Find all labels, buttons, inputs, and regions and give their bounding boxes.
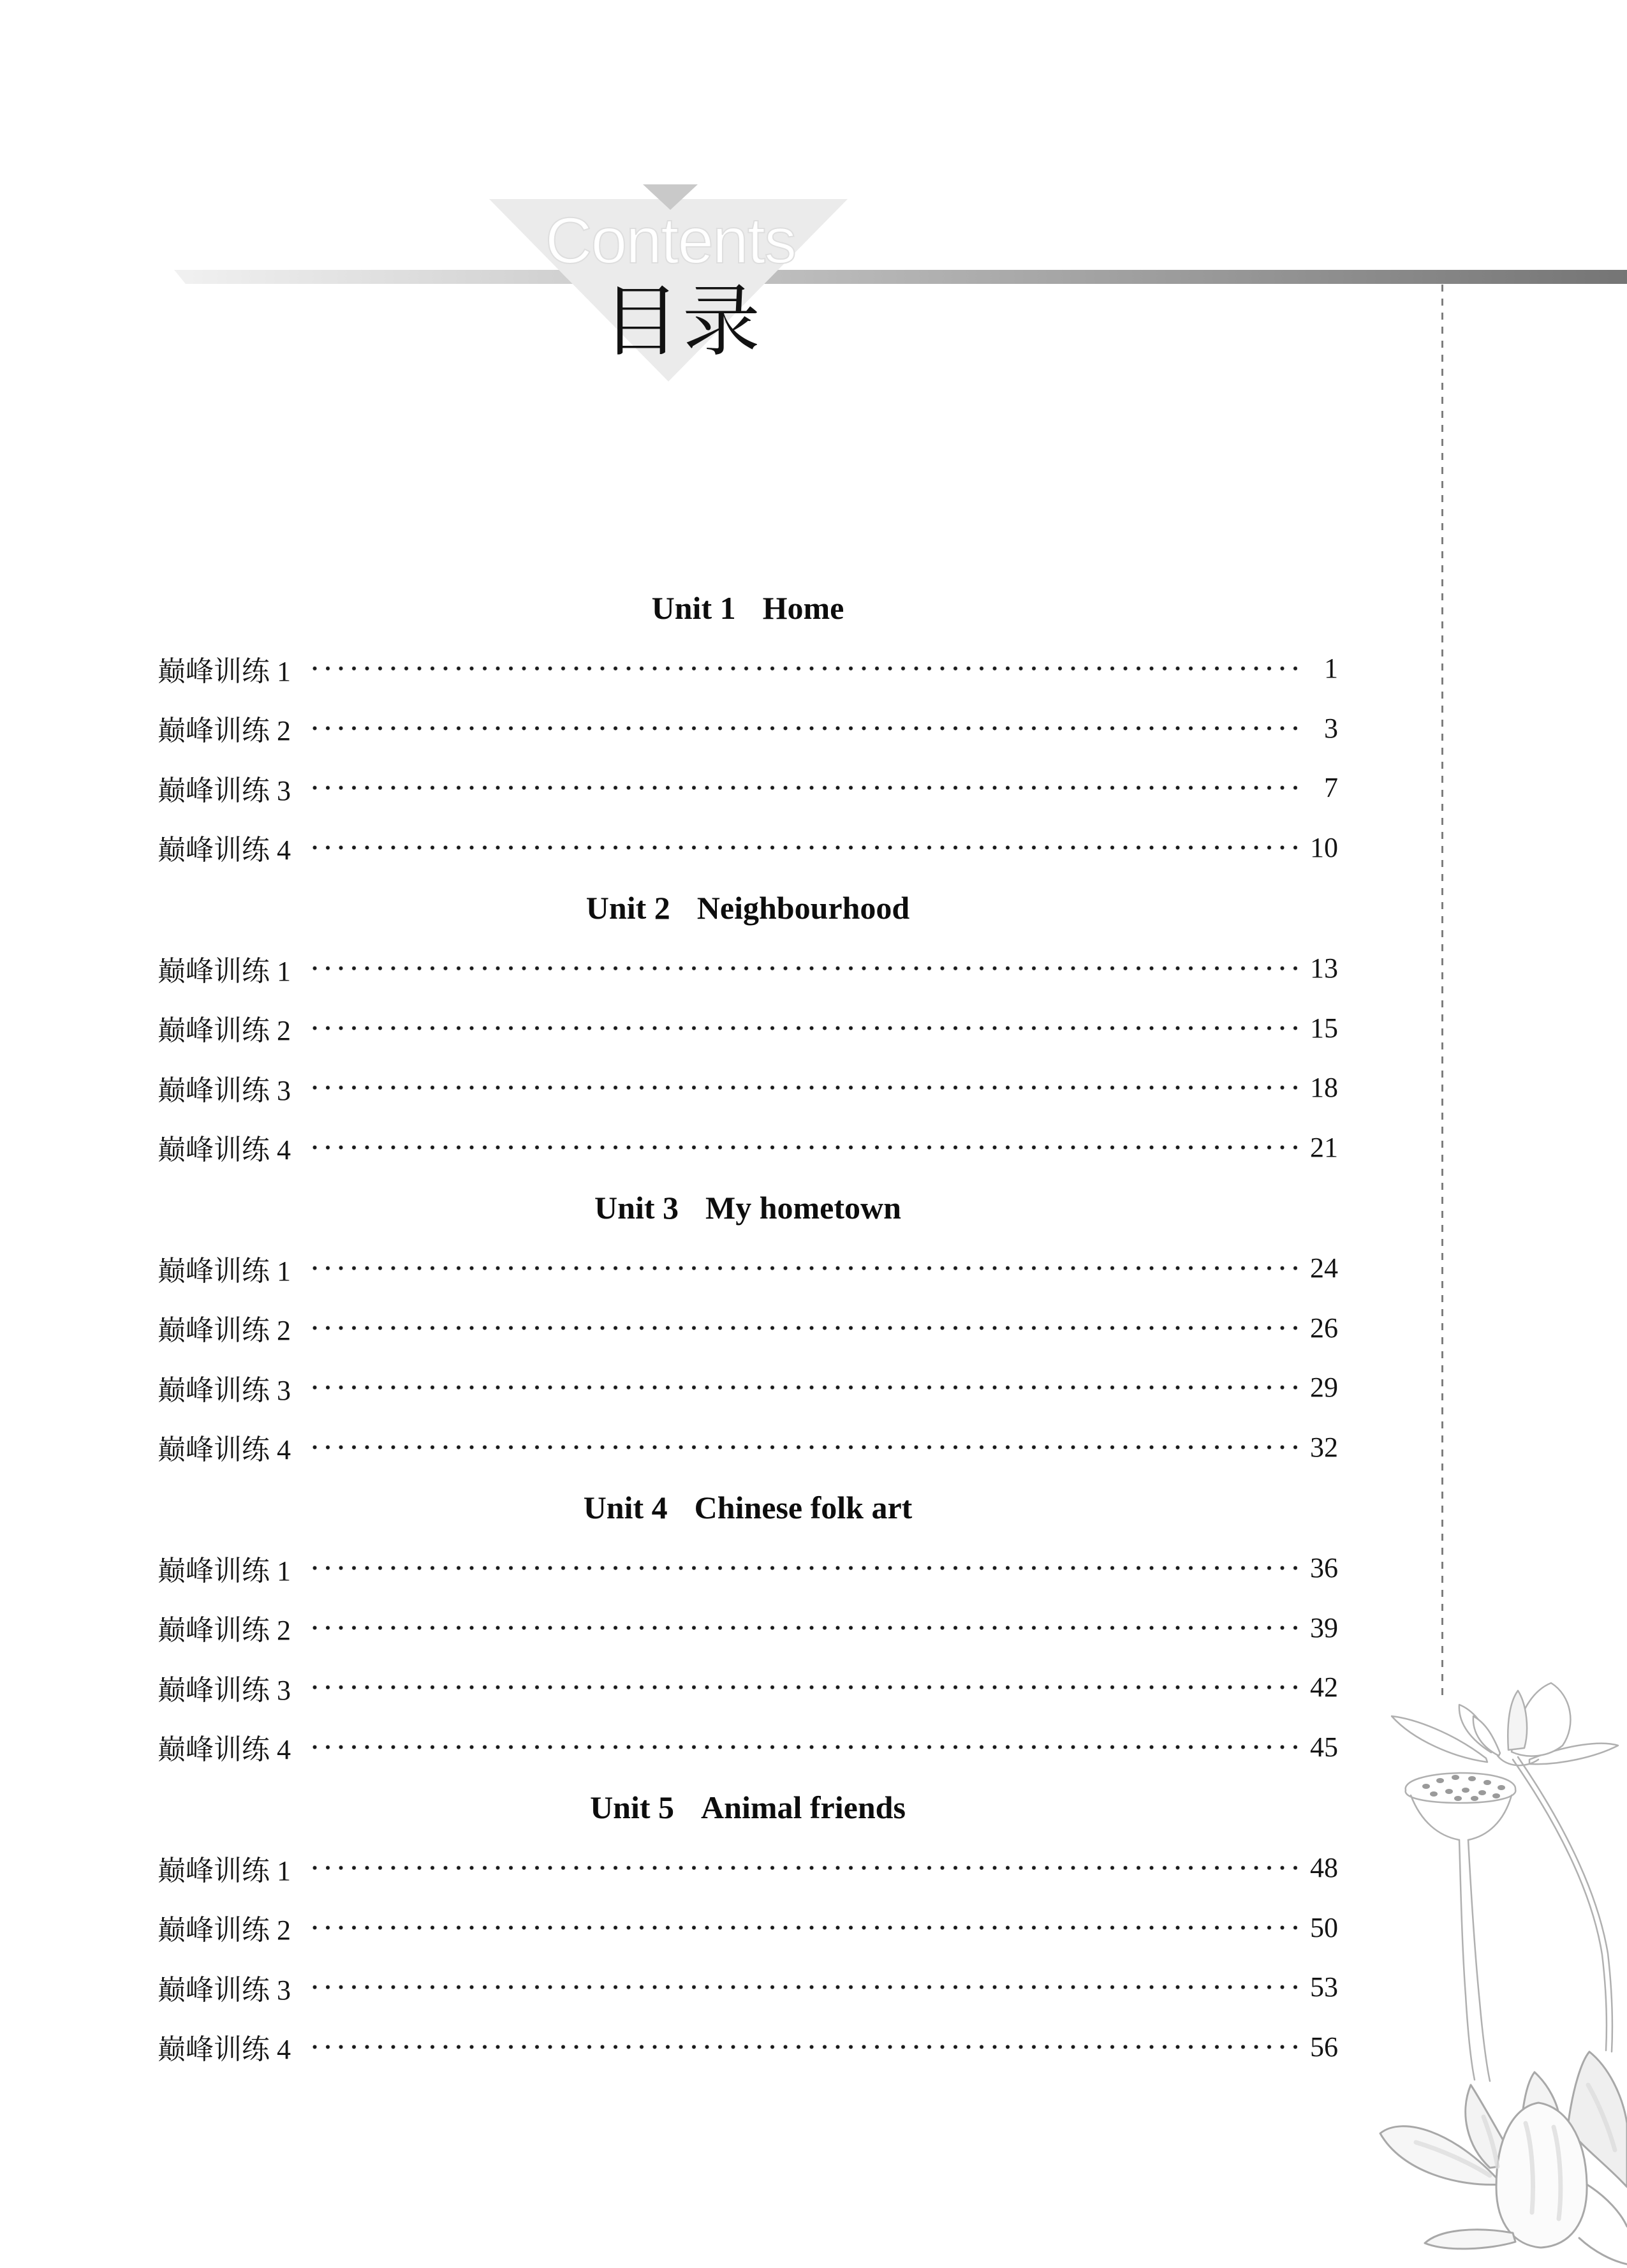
toc: [158, 577, 1338, 2077]
toc-entry: [158, 1957, 1338, 2017]
toc-entry: [158, 1598, 1338, 1658]
entry-label: 巅峰训练 4: [158, 1734, 291, 1766]
entry-page-number: 48: [1310, 1852, 1338, 1884]
unit-number: Unit 3: [594, 1190, 679, 1226]
dot-leader: [313, 1957, 1297, 2017]
entry-label: 巅峰训练 2: [158, 1015, 291, 1047]
toc-entry: [158, 938, 1338, 998]
entry-label: 巅峰训练 4: [158, 1434, 291, 1466]
unit-title: Chinese folk art: [694, 1490, 913, 1525]
entry-label: 巅峰训练 4: [158, 2034, 291, 2066]
dot-leader: [313, 1418, 1297, 1478]
entry-label: 巅峰训练 2: [158, 715, 291, 747]
dot-leader: [313, 699, 1297, 759]
entry-page-number: 50: [1310, 1911, 1338, 1943]
dot-leader: [313, 998, 1297, 1058]
toc-entry: [158, 818, 1338, 878]
dot-leader: [313, 1238, 1297, 1298]
toc-entry: [158, 1058, 1338, 1118]
entry-label: 巅峰训练 2: [158, 1315, 291, 1347]
unit-heading: [158, 1777, 1338, 1838]
entry-label: 巅峰训练 3: [158, 1674, 291, 1706]
toc-entry: [158, 1538, 1338, 1598]
entry-label: 巅峰训练 3: [158, 775, 291, 806]
entry-page-number: 32: [1310, 1431, 1338, 1463]
entry-page-number: 36: [1310, 1552, 1338, 1584]
dot-leader: [313, 2017, 1297, 2077]
toc-section: [158, 877, 1338, 1177]
dot-leader: [313, 1598, 1297, 1658]
toc-entry: [158, 1418, 1338, 1478]
toc-entry: [158, 1657, 1338, 1717]
entry-label: 巅峰训练 3: [158, 1074, 291, 1106]
entry-page-number: 21: [1310, 1131, 1338, 1163]
entry-label: 巅峰训练 4: [158, 1134, 291, 1166]
unit-title: Home: [762, 590, 844, 626]
entry-page-number: 56: [1310, 2031, 1338, 2063]
toc-section: [158, 1777, 1338, 2077]
entry-page-number: 39: [1310, 1612, 1338, 1643]
dot-leader: [313, 1118, 1297, 1178]
dot-leader: [313, 938, 1297, 998]
toc-entry: [158, 1838, 1338, 1898]
entry-page-number: 53: [1310, 1971, 1338, 2003]
toc-entry: [158, 1358, 1338, 1418]
entry-page-number: 7: [1324, 772, 1338, 804]
lotus-flower-icon: [1365, 1677, 1627, 2268]
dot-leader: [313, 1298, 1297, 1358]
toc-entry: [158, 1118, 1338, 1178]
toc-entry: [158, 1298, 1338, 1358]
unit-number: Unit 5: [590, 1790, 675, 1825]
dot-leader: [313, 1657, 1297, 1717]
toc-entry: [158, 2017, 1338, 2077]
entry-label: 巅峰训练 4: [158, 834, 291, 866]
toc-entry: [158, 1717, 1338, 1777]
entry-label: 巅峰训练 1: [158, 655, 291, 687]
page-title: 目录: [602, 279, 763, 366]
dot-leader: [313, 1538, 1297, 1598]
entry-page-number: 26: [1310, 1312, 1338, 1344]
entry-page-number: 1: [1324, 653, 1338, 685]
entry-label: 巅峰训练 1: [158, 1555, 291, 1587]
unit-heading: [158, 1177, 1338, 1238]
entry-page-number: 45: [1310, 1731, 1338, 1763]
dot-leader: [313, 1717, 1297, 1777]
toc-entry: [158, 1238, 1338, 1298]
dot-leader: [313, 818, 1297, 878]
entry-page-number: 29: [1310, 1372, 1338, 1404]
contents-banner-word: Contents: [545, 204, 796, 277]
entry-label: 巅峰训练 2: [158, 1615, 291, 1647]
toc-entry: [158, 699, 1338, 759]
toc-section: [158, 1477, 1338, 1777]
entry-label: 巅峰训练 3: [158, 1974, 291, 2006]
toc-entry: [158, 758, 1338, 818]
unit-heading: [158, 877, 1338, 938]
gradient-banner-bar: [174, 270, 1627, 284]
toc-section: [158, 577, 1338, 877]
dot-leader: [313, 758, 1297, 818]
entry-label: 巅峰训练 1: [158, 1855, 291, 1886]
unit-title: Neighbourhood: [696, 890, 910, 926]
unit-heading: [158, 577, 1338, 639]
dashed-vertical-rule: [1441, 285, 1443, 1698]
toc-section: [158, 1177, 1338, 1477]
entry-label: 巅峰训练 1: [158, 955, 291, 987]
unit-number: Unit 4: [583, 1490, 668, 1525]
entry-page-number: 42: [1310, 1671, 1338, 1703]
unit-title: Animal friends: [701, 1790, 906, 1825]
entry-label: 巅峰训练 1: [158, 1255, 291, 1287]
toc-entry: [158, 998, 1338, 1058]
entry-page-number: 10: [1310, 831, 1338, 863]
dot-leader: [313, 1358, 1297, 1418]
unit-number: Unit 1: [651, 590, 736, 626]
entry-page-number: 24: [1310, 1252, 1338, 1284]
dot-leader: [313, 1058, 1297, 1118]
toc-entry: [158, 639, 1338, 699]
toc-entry: [158, 1898, 1338, 1958]
dot-leader: [313, 1838, 1297, 1898]
dot-leader: [313, 639, 1297, 699]
entry-page-number: 18: [1310, 1072, 1338, 1104]
unit-heading: [158, 1477, 1338, 1538]
entry-page-number: 15: [1310, 1012, 1338, 1044]
unit-number: Unit 2: [585, 890, 670, 926]
entry-page-number: 13: [1310, 952, 1338, 984]
entry-page-number: 3: [1324, 712, 1338, 744]
entry-label: 巅峰训练 3: [158, 1374, 291, 1406]
entry-label: 巅峰训练 2: [158, 1915, 291, 1946]
unit-title: My hometown: [705, 1190, 901, 1226]
dot-leader: [313, 1898, 1297, 1958]
